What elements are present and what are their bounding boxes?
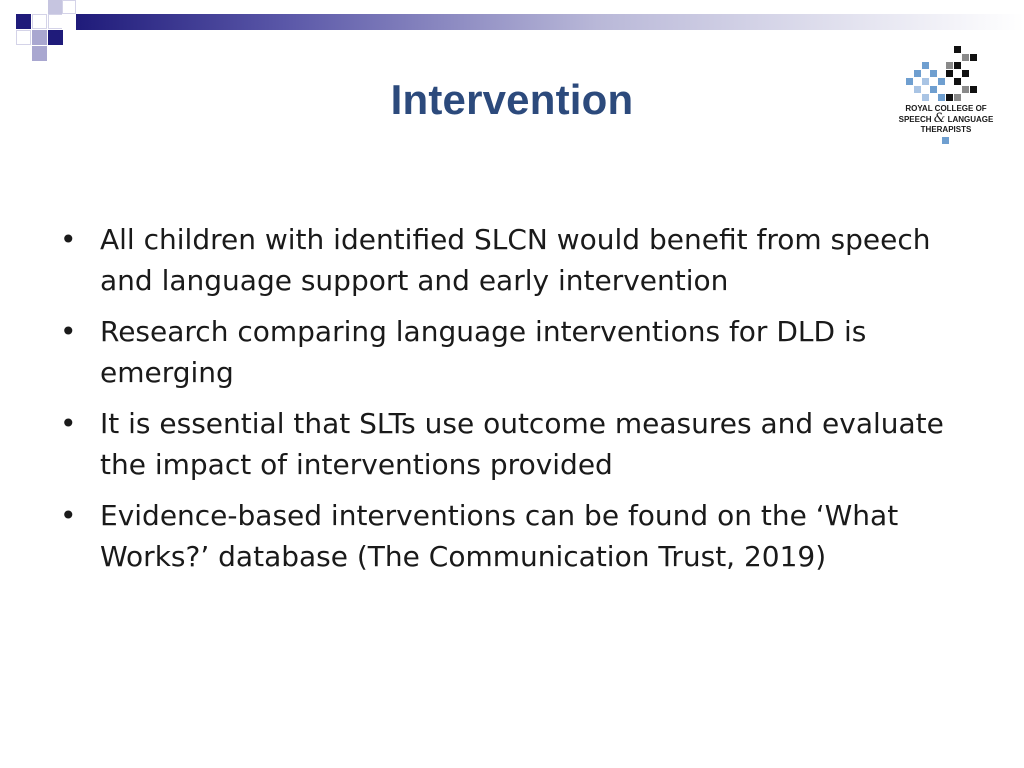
decor-square (32, 46, 47, 61)
logo-speech: SPEECH (898, 115, 932, 124)
bullet-text: All children with identified SLCN would benefit from speech and language support and early intervention (100, 223, 931, 297)
logo-line-1: ROYAL COLLEGE OF (905, 104, 987, 113)
bullet-dot-icon: • (60, 499, 77, 532)
logo-line-2 (890, 111, 1002, 126)
bullet-item (58, 495, 958, 577)
logo-line-3: THERAPISTS (920, 125, 972, 134)
decor-square (62, 14, 76, 30)
bullet-dot-icon: • (60, 315, 77, 348)
header-decoration (0, 0, 1024, 64)
slide-title: Intervention (390, 76, 634, 123)
decor-square (16, 14, 31, 29)
decor-square (48, 0, 63, 15)
decor-square (48, 14, 63, 29)
bullet-item (58, 219, 958, 301)
bullet-text: Research comparing language interventions for DLD is emerging (100, 315, 867, 389)
bullet-text: It is essential that SLTs use outcome measures and evaluate the impact of interventions provided (100, 407, 944, 481)
logo-language: LANGUAGE (947, 115, 994, 124)
bullet-dot-icon: • (60, 407, 77, 440)
bullet-dot-icon: • (60, 223, 77, 256)
decor-square (48, 30, 63, 45)
decor-square (32, 14, 47, 29)
header-gradient-bar (76, 14, 1024, 30)
decor-square (32, 30, 47, 45)
bullet-list (58, 219, 958, 587)
rcslt-logo (890, 44, 1002, 148)
bullet-text: Evidence-based interventions can be found on the ‘What Works?’ database (The Communication Trust, 2019) (100, 499, 899, 573)
logo-grid-icon (890, 44, 1002, 104)
logo-ampersand: & (933, 111, 946, 126)
decor-square (62, 0, 76, 14)
bullet-item (58, 403, 958, 485)
decor-square (16, 30, 31, 45)
logo-bottom-squares-icon (890, 135, 1002, 149)
bullet-item (58, 311, 958, 393)
